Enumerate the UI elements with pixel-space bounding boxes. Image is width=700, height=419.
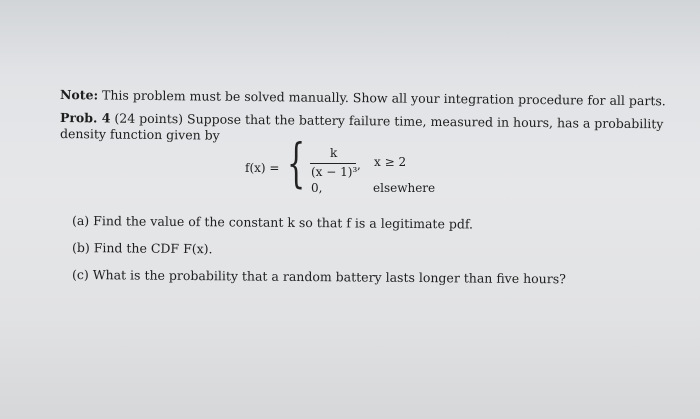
left-brace-icon: { (287, 134, 306, 194)
part-c (72, 267, 566, 286)
note-text: This problem must be solved manually. Show all your integration procedure for all parts. (102, 87, 666, 109)
formula-case1-condition: x ≥ 2 (374, 155, 407, 169)
problem-label: Prob. 4 (59, 110, 111, 126)
problem-text-2: density function given by (59, 126, 220, 143)
formula-case1-separator: , (357, 158, 361, 172)
note-line (60, 87, 666, 108)
formula-case2-condition: elsewhere (373, 181, 436, 195)
formula-lhs: f(x) = (245, 161, 280, 175)
problem-line-2 (60, 126, 220, 143)
part-a-label: (a) (71, 213, 90, 229)
part-c-label: (c) (71, 267, 89, 283)
part-a (72, 213, 473, 231)
problem-text-1: (24 points) Suppose that the battery failure time, measured in hours, has a probability (114, 110, 664, 132)
formula-numerator: k (330, 146, 338, 160)
note-label: Note: (59, 87, 99, 103)
part-a-text: Find the value of the constant k so that f is a legitimate pdf. (93, 213, 474, 232)
formula-case2-value: 0, (311, 181, 323, 195)
part-b (72, 240, 213, 256)
part-c-text: What is the probability that a random battery lasts longer than five hours? (92, 267, 566, 287)
part-b-label: (b) (71, 240, 90, 256)
part-b-text: Find the CDF F(x). (93, 240, 213, 257)
formula-denominator: (x − 1)³ (311, 165, 358, 179)
fraction-bar (310, 163, 356, 164)
